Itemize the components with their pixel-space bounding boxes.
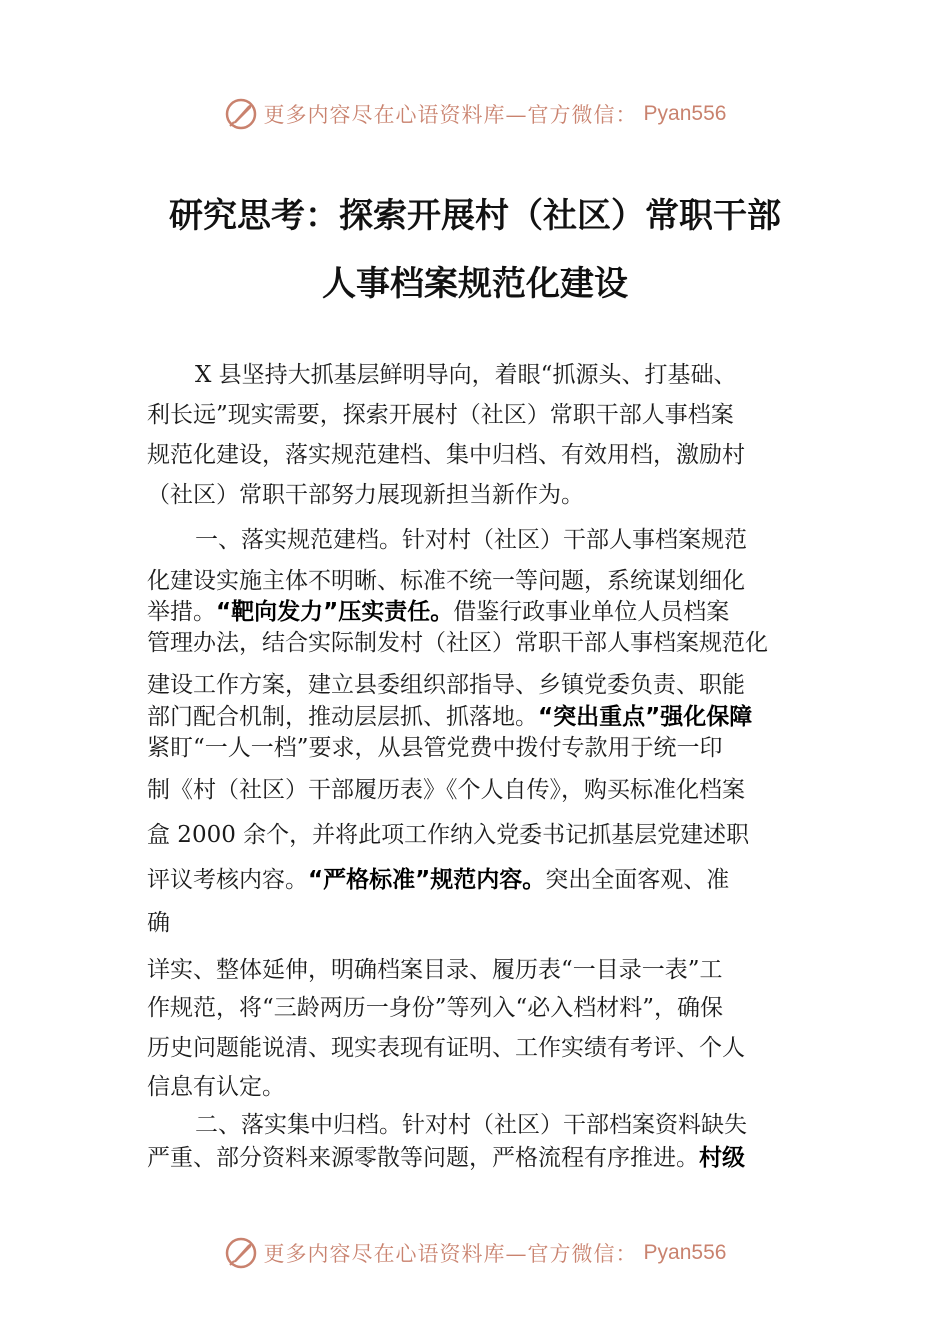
body-line: 紧盯“一人一档”要求，从县管党费中拨付专款用于统一印 — [147, 735, 723, 761]
watermark-wechat-id: Pyan556 — [643, 102, 727, 125]
quill-logo-icon — [224, 97, 258, 131]
body-line: 盒 2000 余个，并将此项工作纳入党委书记抓基层党建述职 — [147, 822, 750, 848]
body-line: 建设工作方案，建立县委组织部指导、乡镇党委负责、职能 — [147, 672, 745, 698]
body-line: X 县坚持大抓基层鲜明导向，着眼“抓源头、打基础、 — [195, 362, 737, 388]
body-text: 突出全面客观、准 — [545, 867, 730, 893]
body-line: 确 — [147, 910, 170, 936]
header-watermark — [0, 94, 950, 134]
document-title-line-2: 人事档案规范化建设 — [322, 264, 628, 304]
bold-subheading: 村级 — [699, 1145, 745, 1171]
body-line: 作规范，将“三龄两历一身份”等列入“必入档材料”，确保 — [147, 995, 724, 1021]
body-line: 规范化建设，落实规范建档、集中归档、有效用档，激励村 — [147, 442, 745, 468]
body-line: 管理办法，结合实际制发村（社区）常职干部人事档案规范化 — [147, 630, 768, 656]
footer-watermark — [0, 1233, 950, 1273]
body-line: （社区）常职干部努力展现新担当新作为。 — [147, 482, 584, 508]
body-line-mixed — [147, 1143, 745, 1173]
body-line: 利长远”现实需要，探索开展村（社区）常职干部人事档案 — [147, 402, 734, 428]
body-text: 部门配合机制，推动层层抓、抓落地。 — [147, 704, 538, 730]
watermark-text: 更多内容尽在心语资料库—官方微信： — [263, 103, 638, 127]
body-line: 化建设实施主体不明晰、标准不统一等问题，系统谋划细化 — [147, 568, 745, 594]
body-text: 严重、部分资料来源零散等问题，严格流程有序推进。 — [147, 1145, 699, 1171]
body-line: 详实、整体延伸，明确档案目录、履历表“一目录一表”工 — [147, 957, 723, 983]
bold-subheading: “突出重点”强化保障 — [538, 704, 753, 730]
bold-subheading: “靶向发力”压实责任。 — [216, 599, 454, 625]
body-text: 举措。 — [147, 599, 216, 625]
body-line: 制《村（社区）干部履历表》《个人自传》，购买标准化档案 — [147, 777, 745, 803]
document-title-line-1: 研究思考：探索开展村（社区）常职干部 — [169, 196, 781, 236]
bold-subheading: “严格标准”规范内容。 — [308, 867, 546, 893]
quill-logo-icon — [224, 1236, 258, 1270]
body-line: 一、落实规范建档。针对村（社区）干部人事档案规范 — [195, 527, 747, 553]
body-text: 借鉴行政事业单位人员档案 — [453, 599, 730, 625]
body-line-mixed — [147, 702, 752, 732]
watermark-wechat-id: Pyan556 — [643, 1241, 727, 1264]
watermark-text: 更多内容尽在心语资料库—官方微信： — [263, 1242, 638, 1266]
body-line-mixed — [147, 597, 729, 627]
body-text: 评议考核内容。 — [147, 867, 308, 893]
body-line: 历史问题能说清、现实表现有证明、工作实绩有考评、个人 — [147, 1035, 745, 1061]
body-line: 信息有认定。 — [147, 1074, 285, 1100]
body-line-mixed — [147, 865, 729, 895]
body-line: 二、落实集中归档。针对村（社区）干部档案资料缺失 — [195, 1112, 747, 1138]
